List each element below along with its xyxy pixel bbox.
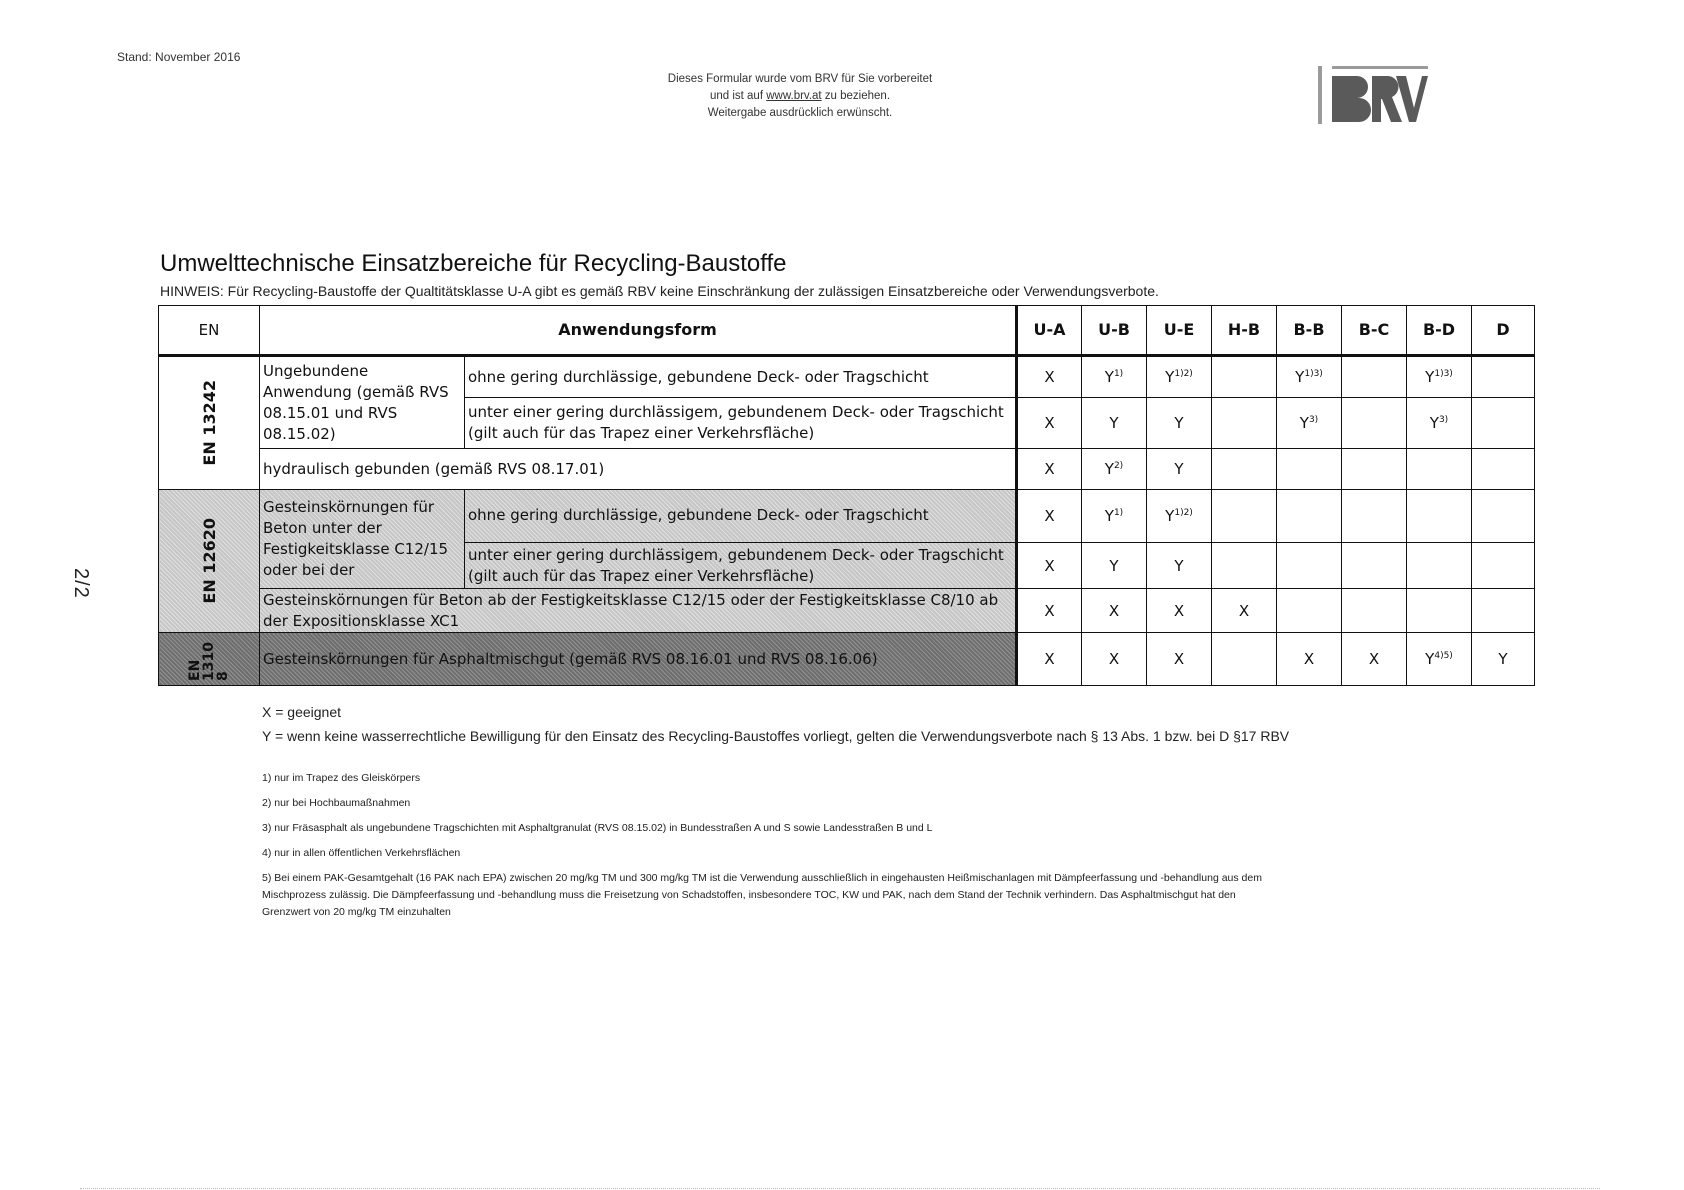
cell-u-e: $Y^{1)2)}$	[1147, 489, 1212, 542]
stand-date: Stand: November 2016	[117, 50, 241, 64]
cell-b-b: X	[1277, 633, 1342, 686]
cell-u-b: X	[1082, 633, 1147, 686]
cell-u-a: X	[1017, 589, 1082, 633]
cell-b-b	[1277, 542, 1342, 589]
brv-logo	[1318, 62, 1428, 130]
cell-u-a: X	[1017, 633, 1082, 686]
cell-b-d	[1407, 489, 1472, 542]
scan-edge-divider	[80, 1188, 1600, 1189]
table-row	[159, 355, 1535, 398]
row-group-label: Gesteinskörnungen für Beton unter der Festigkeitsklasse C12/15 oder bei der	[260, 489, 465, 589]
hinweis-note: HINWEIS: Für Recycling-Baustoffe der Qualtitätsklasse U-A gibt es gemäß RBV keine Einschränkung der zulässigen Einsatzbereiche oder Verwendungsverbote.	[160, 283, 1159, 299]
notice-line-2-suffix: zu beziehen.	[821, 90, 891, 102]
legend-x: X = geeignet	[262, 704, 342, 720]
cell-u-e: Y	[1147, 542, 1212, 589]
header-class-b-c: B-C	[1342, 306, 1407, 356]
cell-u-a: X	[1017, 449, 1082, 490]
header-class-u-a: U-A	[1017, 306, 1082, 356]
cell-b-b: $Y^{3)}$	[1277, 398, 1342, 449]
cell-b-d	[1407, 589, 1472, 633]
header-class-b-b: B-B	[1277, 306, 1342, 356]
row-group-label: Ungebundene Anwendung (gemäß RVS 08.15.01 und RVS 08.15.02)	[260, 355, 465, 448]
legend	[262, 700, 1289, 748]
cell-u-b: Y	[1082, 542, 1147, 589]
cell-h-b	[1212, 633, 1277, 686]
cell-u-b: $Y^{1)}$	[1082, 489, 1147, 542]
row-label: Gesteinskörnungen für Asphaltmischgut (gemäß RVS 08.16.01 und RVS 08.16.06)	[260, 633, 1017, 686]
cell-b-d: $Y^{3)}$	[1407, 398, 1472, 449]
cell-b-b	[1277, 489, 1342, 542]
cell-b-d: $Y^{4)5)}$	[1407, 633, 1472, 686]
cell-d: Y	[1472, 633, 1535, 686]
cell-b-c	[1342, 489, 1407, 542]
cell-u-b: $Y^{2)}$	[1082, 449, 1147, 490]
table-row	[159, 633, 1535, 686]
cell-d	[1472, 355, 1535, 398]
notice-line-2	[600, 88, 1000, 105]
header-class-u-b: U-B	[1082, 306, 1147, 356]
notice-line-3: Weitergabe ausdrücklich erwünscht.	[707, 107, 893, 119]
group-label-en-12620: EN 12620	[159, 489, 260, 632]
row-sub-label: ohne gering durchlässige, gebundene Deck- oder Tragschicht	[465, 489, 1017, 542]
table-row	[159, 449, 1535, 490]
table-row	[159, 589, 1535, 633]
footnote-2: 2) nur bei Hochbaumaßnahmen	[262, 797, 411, 809]
header-anwendungsform: Anwendungsform	[260, 306, 1017, 356]
usage-table	[158, 305, 1535, 686]
header-class-h-b: H-B	[1212, 306, 1277, 356]
table-row	[159, 489, 1535, 542]
row-label: Gesteinskörnungen für Beton ab der Festigkeitsklasse C12/15 oder der Festigkeitsklasse C8/10 ab der Expositionsklasse XC1	[260, 589, 1017, 633]
row-label: hydraulisch gebunden (gemäß RVS 08.17.01)	[260, 449, 1017, 490]
notice-line-1: Dieses Formular wurde vom BRV für Sie vorbereitet	[667, 73, 933, 85]
cell-h-b	[1212, 355, 1277, 398]
cell-u-a: X	[1017, 398, 1082, 449]
cell-b-b	[1277, 449, 1342, 490]
header-class-b-d: B-D	[1407, 306, 1472, 356]
cell-u-e: Y	[1147, 398, 1212, 449]
cell-h-b	[1212, 398, 1277, 449]
header-class-d: D	[1472, 306, 1535, 356]
table-header-row	[159, 306, 1535, 356]
cell-u-b: Y	[1082, 398, 1147, 449]
cell-b-c	[1342, 542, 1407, 589]
cell-h-b	[1212, 449, 1277, 490]
cell-u-e: X	[1147, 633, 1212, 686]
cell-h-b	[1212, 489, 1277, 542]
footnote-4: 4) nur in allen öffentlichen Verkehrsflächen	[262, 847, 461, 859]
cell-u-e: $Y^{1)2)}$	[1147, 355, 1212, 398]
group-label-en-1310-8: EN 1310 8	[159, 633, 260, 686]
cell-d	[1472, 589, 1535, 633]
page-title: Umwelttechnische Einsatzbereiche für Recycling-Baustoffe	[160, 250, 787, 277]
cell-b-c	[1342, 398, 1407, 449]
row-sub-label: ohne gering durchlässige, gebundene Deck- oder Tragschicht	[465, 355, 1017, 398]
cell-u-b: $Y^{1)}$	[1082, 355, 1147, 398]
cell-u-a: X	[1017, 542, 1082, 589]
cell-b-c	[1342, 589, 1407, 633]
cell-d	[1472, 398, 1535, 449]
notice-line-2-prefix: und ist auf	[709, 90, 767, 102]
brv-notice	[600, 71, 1000, 122]
cell-u-e: X	[1147, 589, 1212, 633]
cell-d	[1472, 542, 1535, 589]
group-label-en-13242: EN 13242	[159, 355, 260, 489]
footnote-5: 5) Bei einem PAK-Gesamtgehalt (16 PAK nach EPA) zwischen 20 mg/kg TM und 300 mg/kg TM ist die Verwendung ausschließlich in eingehausten Heißmischanlagen mit Dämpfeerfassung und -behandlung aus dem Mischprozess zulässig. Die Dämpfeerfassung und -behandlung muss die Freisetzung von Schadstoffen, insbesondere TOC, KW und PAK, nach dem Stand der Technik verhindern. Das Asphaltmischgut hat den Grenzwert von 20 mg/kg TM einzuhalten	[262, 872, 1262, 918]
header-en: EN	[159, 306, 260, 356]
cell-d	[1472, 449, 1535, 490]
cell-b-c	[1342, 355, 1407, 398]
row-sub-label: unter einer gering durchlässigem, gebundenem Deck- oder Tragschicht (gilt auch für das Trapez einer Verkehrsfläche)	[465, 398, 1017, 449]
cell-u-b: X	[1082, 589, 1147, 633]
footnotes	[262, 770, 1262, 929]
row-sub-label: unter einer gering durchlässigem, gebundenem Deck- oder Tragschicht (gilt auch für das Trapez einer Verkehrsfläche)	[465, 542, 1017, 589]
cell-d	[1472, 489, 1535, 542]
cell-b-d	[1407, 542, 1472, 589]
cell-b-b	[1277, 589, 1342, 633]
cell-b-d: $Y^{1)3)}$	[1407, 355, 1472, 398]
cell-u-a: X	[1017, 355, 1082, 398]
cell-b-b: $Y^{1)3)}$	[1277, 355, 1342, 398]
cell-b-c	[1342, 449, 1407, 490]
cell-h-b: X	[1212, 589, 1277, 633]
page-number: 2/2	[70, 568, 92, 599]
cell-b-d	[1407, 449, 1472, 490]
brv-website-link[interactable]: www.brv.at	[766, 90, 822, 102]
header-class-u-e: U-E	[1147, 306, 1212, 356]
cell-u-e: Y	[1147, 449, 1212, 490]
cell-b-c: X	[1342, 633, 1407, 686]
footnote-1: 1) nur im Trapez des Gleiskörpers	[262, 772, 421, 784]
cell-h-b	[1212, 542, 1277, 589]
footnote-3: 3) nur Fräsasphalt als ungebundene Tragschichten mit Asphaltgranulat (RVS 08.15.02) in Bundesstraßen A und S sowie Landesstraßen B und L	[262, 822, 933, 834]
legend-y: Y = wenn keine wasserrechtliche Bewilligung für den Einsatz des Recycling-Baustoffes vorliegt, gelten die Verwendungsverbote nach § 13 Abs. 1 bzw. bei D §17 RBV	[262, 728, 1290, 744]
cell-u-a: X	[1017, 489, 1082, 542]
